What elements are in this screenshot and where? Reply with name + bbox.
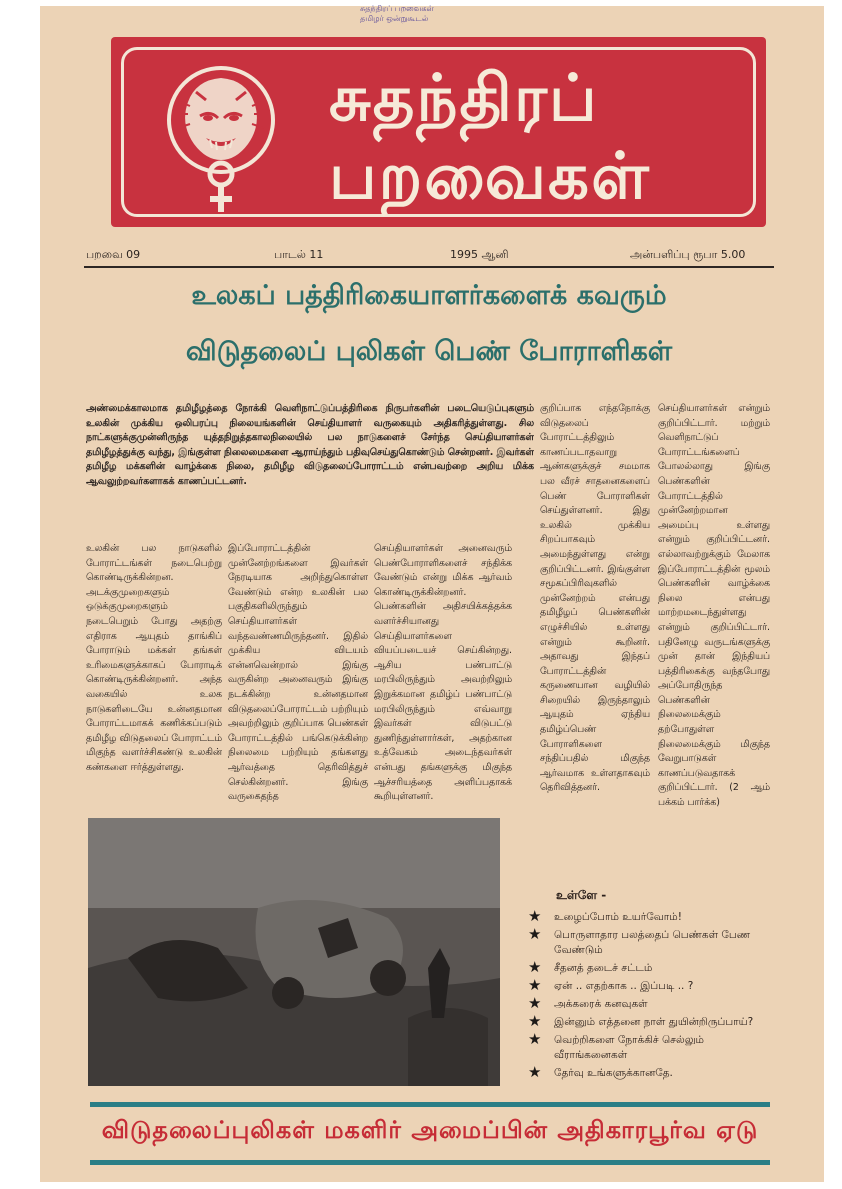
contents-item-label: பொருளாதார பலத்தைப் பெண்கள் பேண வேண்டும்	[554, 929, 751, 956]
contents-item	[528, 1063, 768, 1081]
issue-date: 1995 ஆனி	[450, 248, 509, 261]
article-column-1: உலகின் பல நாடுகளில் போராட்டங்கள் நடைபெற்று கொண்டிருக்கின்றன. அடக்குமுறைகளும் ஒடுக்குமுறைகளும் நடைபெறும் போது அதற்கு எதிராக ஆயுதம் தாங்கிப் போராடும் மக்கள் தங்கள் உரிமைகளுக்காகப் போராடிக் கொண்டிருக்கின்றனர். அந்த வகையில் உலக நாடுகளிடையே உன்னதமான போராட்டமாகக் கணிக்கப்படும் தமிழீழ விடுதலைப் போராட்டம் மிகுந்த வளர்ச்சிகண்டு உலகின் கண்களை ஈர்த்துள்ளது.	[86, 543, 222, 773]
star-icon: ★	[528, 994, 542, 1012]
star-icon: ★	[528, 958, 542, 976]
stamp-line-1: சுதந்திரப் பறவைகள்	[360, 4, 434, 13]
star-icon: ★	[528, 976, 542, 994]
masthead	[111, 37, 766, 227]
contents-item-label: வெற்றிகளை நோக்கிச் செல்லும் வீராங்கனைகள்	[554, 1034, 704, 1061]
issue-number: பறவை 09	[86, 248, 141, 261]
news-photo	[88, 818, 500, 1086]
contents-list	[528, 907, 768, 1084]
article-column-4: குறிப்பாக எந்தநோக்கு விடுதலைப் போராட்டத்திலும் காணப்படாதவாறு ஆண்களுக்குச் சமமாக பல வீரச் சாதனைகளைப் பெண் போராளிகள் செய்துள்ளனர். இது உலகில் முக்கிய சிறப்பாகவும் அமைந்துள்ளது என்று குறிப்பிட்டனர். இங்குள்ள சமூகப்பிரிவுகளில் முன்னேற்றம் என்பது தமிழீழப் பெண்களின் எழுச்சியில் உள்ளது என்றும் கூறினர். அதாவது இந்தப் போராட்டத்தின் கருணையான வழியில் சிறையில் இருந்தாலும் ஆயுதம் ஏந்திய தமிழ்ப்பெண் போராளிகளை சந்திப்பதில் மிகுந்த ஆர்வமாக உள்ளதாகவும் தெரிவித்தனர்.	[540, 403, 650, 794]
contents-item-label: அக்கரைக் கனவுகள்	[554, 998, 648, 1010]
contents-item	[528, 1012, 768, 1030]
star-icon: ★	[528, 907, 542, 925]
contents-item	[528, 925, 768, 958]
footer-rule-bottom	[90, 1160, 770, 1165]
headline-line-1: உலகப் பத்திரிகையாளர்களைக் கவரும்	[191, 280, 667, 311]
contents-item	[528, 907, 768, 925]
contents-item-label: உழைப்போம் உயர்வோம்!	[554, 911, 682, 923]
library-stamp	[360, 4, 510, 26]
meta-divider	[84, 266, 774, 268]
article-column-2: இப்போராட்டத்தின் முன்னேற்றங்களை இவர்கள் நேரடியாக அறிந்துகொள்ள வேண்டும் என்ற உலகின் பல பகுதிகளிலிருந்தும் செய்தியாளர்கள் வந்தவண்ணமிருந்தனர். இதில் முக்கிய விடயம் என்னவென்றால் இங்கு வருகின்ற அனைவரும் இங்கு நடக்கின்ற உன்னதமான விடுதலைப்போராட்டம் பற்றியும் அவற்றிலும் குறிப்பாக பெண்கள் போராட்டத்தில் பங்கெடுக்கின்ற நிலைமை பற்றியும் தங்களது ஆர்வத்தை தெரிவித்துச் செல்கின்றனர். இங்கு வருகைதந்த	[228, 543, 368, 803]
song-number: பாடல் 11	[274, 248, 324, 261]
article-lead: அண்மைக்காலமாக தமிழீழத்தை நோக்கி வெளிநாட்டுப்பத்திரிகை நிருபர்களின் படையெடுப்புகளும் உலகின் முக்கிய ஒலிபரப்பு நிலையங்களின் செய்தியாளர் வருகையும் அதிகரித்துள்ளது. சில நாட்களுக்குமுன்னிருந்த யுத்தநிறுத்தகாலநிலையில் பல நாடுகளைச் சேர்ந்த செய்தியாளர்கள் தமிழீழத்துக்கு வந்து, இங்குள்ள நிலைமைகளை ஆராய்ந்தும் பதிவுசெய்துகொண்டும் சென்றனர். இவர்கள் தமிழீழ மக்களின் வாழ்க்கை நிலை, தமிழீழ விடுதலைப்போராட்டம் என்பவற்றை அறிய மிக்க ஆவலுற்றவர்களாகக் காணப்பட்டனர்.	[86, 403, 534, 487]
news-photo-image	[88, 818, 500, 1086]
masthead-frame	[121, 47, 756, 217]
article-column-5: செய்தியாளர்கள் என்றும் குறிப்பிட்டார். மற்றும் வெளிநாட்டுப் போராட்டங்களைப் போலல்லாது இங்கு பெண்களின் போராட்டத்தில் முன்னேற்றமான அமைப்பு உள்ளது என்றும் குறிப்பிட்டனர். எல்லாவற்றுக்கும் மேலாக இப்போராட்டத்தின் மூலம் பெண்களின் வாழ்க்கை நிலை என்பது மாற்றமடைந்துள்ளது என்றும் குறிப்பிட்டார். பதினேழு வருடங்களுக்கு முன் தான் இந்தியப் பத்திரிகைக்கு வந்தபோது அப்போதிருந்த பெண்களின் நிலைமைக்கும் தற்போதுள்ள நிலைமைக்கும் மிகுந்த வேறுபாடுகள் காணப்படுவதாகக் குறிப்பிட்டார். (2 ஆம் பக்கம் பார்க்க)	[658, 403, 770, 809]
masthead-title	[329, 60, 759, 216]
contents-box	[520, 882, 770, 1088]
contents-item	[528, 976, 768, 994]
footer-tagline: விடுதலைப்புலிகள் மகளிர் அமைப்பின் அதிகாரபூர்வ ஏடு	[101, 1116, 759, 1144]
headline-line-2: விடுதலைப் புலிகள் பெண் போராளிகள்	[185, 336, 673, 367]
contents-item-label: தேர்வு உங்களுக்கானதே.	[554, 1067, 673, 1079]
contents-item	[528, 958, 768, 976]
star-icon: ★	[528, 1063, 542, 1081]
stamp-line-2: தமிழர் ஒன்றுகூடல்	[360, 14, 429, 23]
contents-item-label: சீதனத் தடைச் சட்டம்	[554, 962, 653, 974]
masthead-title-line-1: சுதந்திரப்	[329, 62, 599, 136]
masthead-title-line-2: பறவைகள்	[329, 140, 651, 214]
contents-item	[528, 1030, 768, 1063]
contents-item	[528, 994, 768, 1012]
contents-item-label: ஏன் .. எதற்காக .. இப்படி .. ?	[554, 980, 694, 992]
star-icon: ★	[528, 1030, 542, 1048]
article-column-3: செய்தியாளர்கள் அனைவரும் பெண்போராளிகளைச் சந்திக்க வேண்டும் என்று மிக்க ஆர்வம் கொண்டிருக்கின்றனர். பெண்களின் அதிசயிக்கத்தக்க வளர்ச்சியானது செய்தியாளர்களை வியப்படையச் செய்கின்றது. ஆசிய பண்பாட்டு மரபிலிருந்தும் அவற்றிலும் இறுக்கமான தமிழ்ப் பண்பாட்டு மரபிலிருந்தும் எவ்வாறு இவர்கள் விடுபட்டு துணிந்துள்ளார்கள், அதற்கான உத்வேகம் அடைந்தவர்கள் என்பது தங்களுக்கு மிகுந்த ஆச்சரியத்தை அளிப்பதாகக் கூறியுள்ளனர்.	[374, 543, 512, 803]
tiger-head-female-symbol-icon	[166, 62, 276, 222]
footer-rule-top	[90, 1102, 770, 1107]
issue-price: அன்பளிப்பு ரூபா 5.00	[630, 248, 746, 261]
contents-title: உள்ளே -	[556, 888, 607, 902]
contents-item-label: இன்னும் எத்தனை நாள் துயின்றிருப்பாய்?	[554, 1016, 754, 1028]
star-icon: ★	[528, 1012, 542, 1030]
star-icon: ★	[528, 925, 542, 943]
